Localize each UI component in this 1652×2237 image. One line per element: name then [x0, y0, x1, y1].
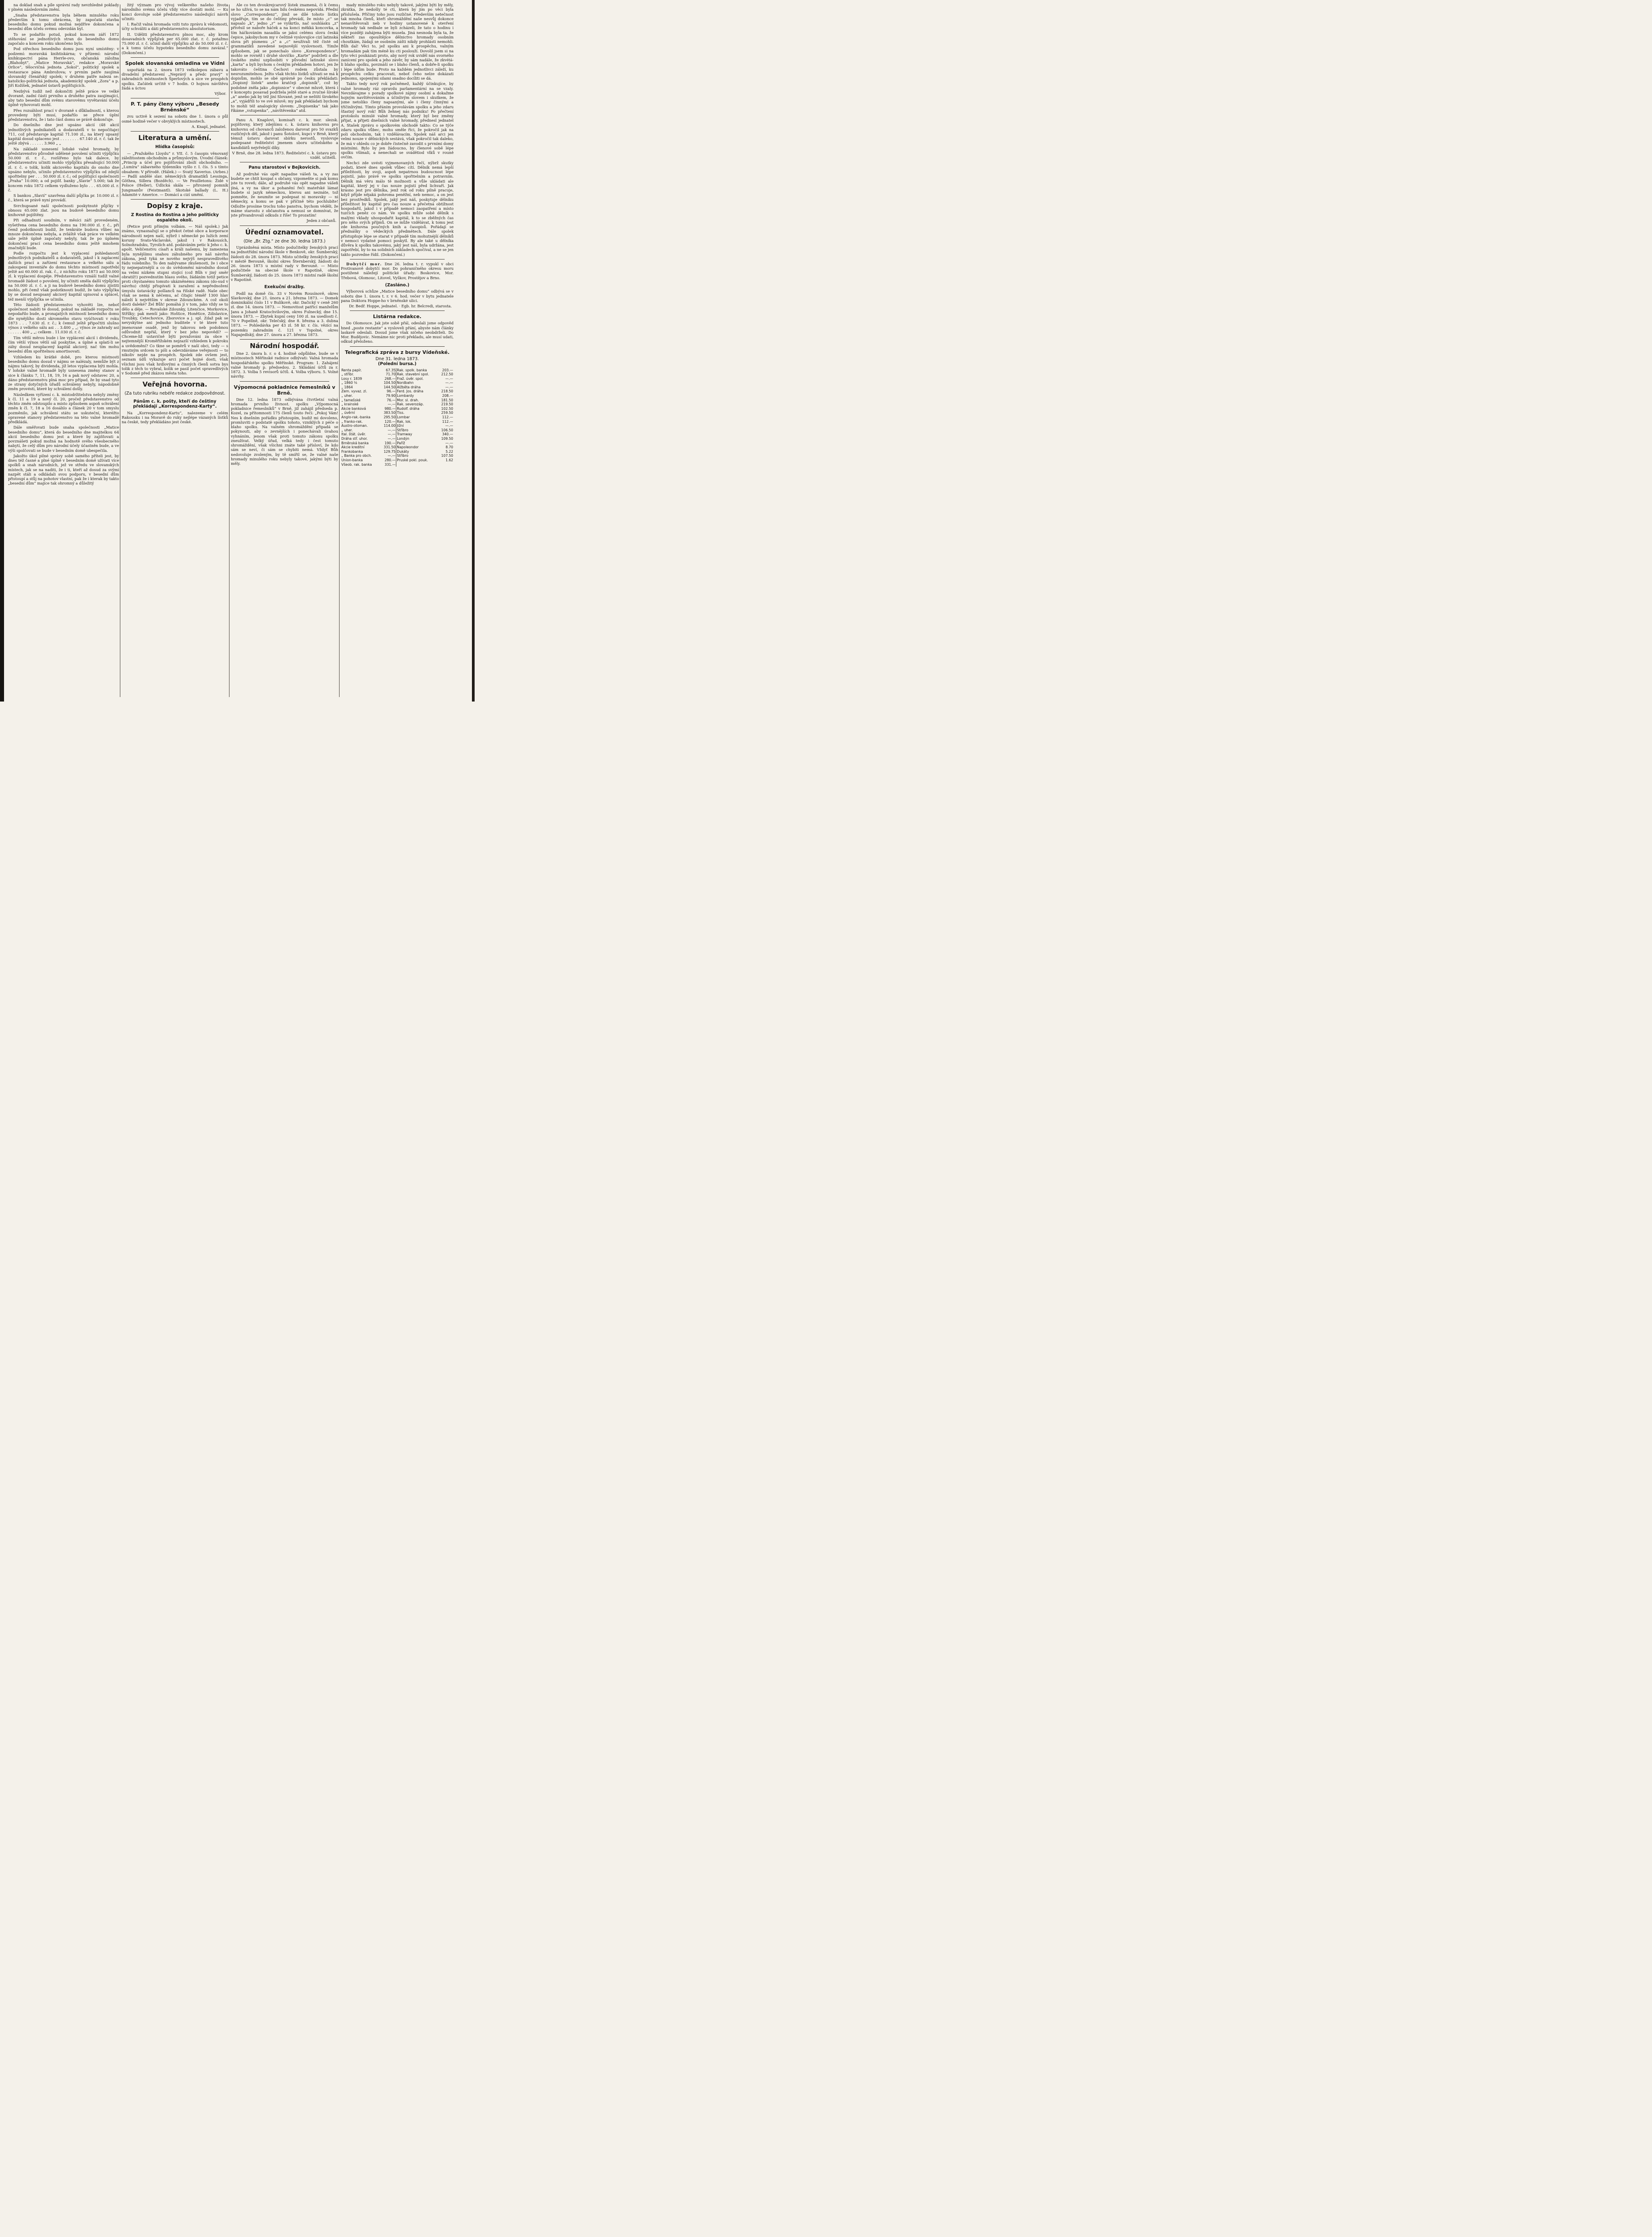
paragraph: Nezbývá tudíž než dokončiti ještě práce ve velké dvoraně, zadní části prvního a druhého patra zaujímající, aby tato besední dům svému stavovému vyvětavání účelu úplně vyhovovati mohl. — [8, 89, 119, 107]
bursa-name: „ franko-rak. — [341, 419, 363, 424]
paragraph: Na základě usnesení loňské valné hromady, by představenstvo původně udělené povolení učiniti výpůjčku 50.000 zl. r. č., rozšířeno bylo tak dalece, by představenstvu učiniti mohlo výpůjčku přesahující 50.000 zl. r. č. o tolik, kolik akciového kapitálu do onoho dne upsáno nebylo, učinilo představenstvo výpůjčku od zdejší spořitelny per . . . 50.000 zl. r. č.; od pojišťující společnosti „Praha“ 10.000; a od pojišť. banky „Slavie“ 5.000; tak že koncem roku 1872 celkem vydluženo bylo . . . 65.000 zl. r. č. — [8, 146, 119, 192]
paragraph: na doklad snah a píle správní rady nevzhledné poklady v plném následovním znění. — [8, 3, 119, 12]
hospodar-heading: Národní hospodář. — [250, 342, 319, 350]
bursa-name: Tiss. — [396, 411, 438, 415]
bursa-value: 212.50 — [441, 372, 453, 377]
urad-subheading: (Dle „Br. Ztg.“ ze dne 30. ledna 1873.) — [243, 238, 326, 244]
knapl-text: Panu A. Knaplovi, komisaři c. k. mor. slezsk. pojišťovny, který zdejšímu c. k. ústavu knihovnu pro knihovnu od chovanců založenou darovat pro 50 svazků rozličných děl, jakož i panu Šotolovi, kupci v Brně, který témuž ústavu darovat sbírku nerostů, vyslovuje podepsané ředitelství jmenem sboru učitelského a kandidátů nejvřelejší díky. — [231, 118, 338, 150]
bursa-value: 67.35 — [386, 368, 396, 372]
paragraph: žitý význam pro vývoj veškerého našeho života národního svému účelu vždy více dostáti mohl. — Ku konci dovoluje sobě představenstvo následující návrh učiniti: — [122, 3, 228, 21]
divider — [240, 381, 329, 382]
newspaper-page — [0, 0, 475, 702]
bursa-value: 259.50 — [441, 411, 453, 415]
bursa-value: 295.50 — [383, 415, 396, 420]
bursa-value: 76.— — [386, 398, 396, 402]
bursa-row — [341, 437, 454, 441]
bursa-row — [341, 377, 454, 381]
bursa-name: Rak. spolk. banka — [396, 368, 438, 373]
column-4 — [341, 3, 454, 697]
divider — [131, 131, 219, 132]
beseda-text: zvu uctivě k sezení na sobotu dne 1. února o půl osmé hodině večer v obvyklých místnostech. — [122, 114, 228, 123]
bursa-table-body — [341, 368, 454, 467]
bursa-name: Rudolf. dráha — [396, 407, 438, 411]
bursa-value: 112.— — [442, 415, 453, 420]
divider — [350, 310, 445, 311]
beseda-signature: A. Knapl, jednatel. — [191, 124, 226, 129]
dopisy-subheading: Z Rostína do Rostína a jeho politicky ospalého okolí. — [131, 213, 219, 223]
paragraph: Tím větší měrou bude i lze vyplácení akcií i dividendu, čím větší výnos větší sál poskytne, a úplné a splatí-li se záhy dosud neuplacený kapitál akciový, nač tím mohu besední dům spořitelnou amortisovati. — [8, 335, 119, 354]
hlidka-heading: Hlídka časopisů: — [155, 145, 195, 149]
bursa-row — [341, 394, 454, 398]
bursa-name: Zem. vyvaz. zl. — [341, 389, 367, 394]
listarna-text: Do Olomouce. Jak jste sobě přál, odeslali jsme odpověď hned „poste restante“ a vysloveli přání, abyste nám články laskavě odeslali. Dosud jsme však ničeho neobdrželi. Do Mor. Budějovic. Nemáme nic proti překladu, ale musí udati, odkud přeloženo. — [341, 321, 454, 344]
literatura-heading: Literatura a umění. — [138, 134, 212, 142]
paragraph: II. Uděliti představenstvu plnou moc, aby krom dosavadních výpůjček per 65.000 zlat. r. č. potažmo 75.000 zl. r. č. učinil další výpůjčku až do 50.000 zl. r. č. a k tomu účelu hypoteku besedního domu zavázal.“ (Dokončení.) — [122, 32, 228, 55]
bursa-value: 208.— — [442, 394, 453, 398]
bursa-value: 71.70 — [386, 372, 396, 377]
bursa-name: Rak. lok. — [396, 420, 438, 424]
bursa-name: Akcie kreditní — [341, 445, 365, 450]
bursa-name: Alžběta dráha — [396, 385, 438, 390]
bursa-name: Tramway — [396, 432, 438, 437]
paragraph: Podle rozpočtu jest k vyplacení pohledaností jednotlivých podnikatelů a dodavatelů, jakož i k zaplacení dalších prací a zařízení restaurace a velkého sálu a zakoupení inventáře do domu těchto místností zapotřebí ještě asi 60.000 zl. rak. č., z nichžto roku 1873 asi 50.000 zl. k vyplacení dospěje. Představenstvo vznáší tudíž valné hromadě žádost o povolení, by učiniti směla další výpůjčku na 50.000 zl. r. č. a ji na budově besedního domu zjistiti mohlo, při čemž však podotknouti budiž, že tato výpůjčka by se dosud neupsaný akciový kapitál upisoval a splácel, též menší výpůjčka se učinila. — [8, 251, 119, 302]
scan-edge-right — [472, 0, 475, 702]
bursa-name: Frankobanka — [341, 449, 363, 454]
knapl-signature: V Brně, dne 28. ledna 1873. Ředitelství c. k. ústavu pro vzděl. učitelů. — [232, 150, 336, 160]
bursa-value — [437, 463, 454, 467]
bursa-value: 144.50 — [383, 385, 396, 389]
bursa-name: Akcie banková — [341, 406, 366, 411]
starosta-text: Až podruhé vás opět napadne vášeň ta, a vy zas budete se chtít koupat s občany, vzpomeňte si pak komu jste tu roveň; dále, až podruhé vás opět napadne vášeň jíná, a vy na úkor a pohanění řeči mateřské lámat budete si jazyk německou, kterou ani neznáte, tož pomněte, že neumíte se podepsat ni moravsky — ni německy, a komu se pak v příčině této pochlubíte! Odložte prosíme trochu toho panstva, bychom věděli, že máme starostu z občanstva a nemusí se domnívat, že jste přivandrovalí odkuds z říše! To prozatím! — [231, 171, 338, 217]
paragraph: Přes rozsáhlost prací v dvoraně s důkladností, s kterou provedeny býti musí, podařilo se přece úplní představenstvu, že i tato část domu se právě dokončuje. — [8, 108, 119, 122]
bursa-value: 5.22 — [446, 449, 453, 454]
zaslano-signature: Dr. Bedř. Hoppe, jednatel. · Egb. hr. Belcredi, starosta. — [349, 304, 452, 308]
column-1 — [8, 3, 119, 697]
divider — [131, 57, 219, 58]
bursa-row — [341, 407, 454, 411]
bursa-value: 181.50 — [441, 398, 453, 402]
bursa-name — [396, 463, 438, 467]
dobyt-body: Dne 26. ledna t. r. vypukl v obci Protivanově dobytčí mor. Do pohraničného okresu moru postižené náležejí politické úřady: Boskovice, Mor. Třebová, Olomouc, Litovel, Vyškov, Prostějov a Brno. — [341, 261, 454, 280]
pokladnice-text: Dne 12. ledna 1873 odbývána čtvrtletní valná hromada prvního živnost. spolku „Výpomocná pokladnice řemeslníků“ v Brně, již zahájil předseda p. Kozel, za přítomnosti 175 členů touto řečí: „Pokoj Vám! Nes k dnešním pořádku přistoupím, budiž mi dovoleno, promluviti o podstatě spolku tohoto, vzniklých z péče o blaho spolku. Na valném shromáždění připadá se pokynouti, aby o zevnějších i ponechávali úvahou vyhnáním, jenom však proti tomuto zákonu spolku zneužívat. Velký úřad, velká tedy i čest tomuto shromáždění, však všichni znáte také přísloví, že kdo sám se neví, či sám se chybiti nemá. Vždyť Bůh nedovoluje zvoleným, by tě smířil se, že valné naše hromady minulého roku nebyly takové, jakými býti by měly. — [231, 397, 338, 466]
bursa-name: „ 1860 ⅙ — [341, 381, 357, 385]
bursa-value: —.— — [445, 381, 453, 385]
bursa-name: Losy r. 1839 — [341, 376, 362, 381]
bursa-value: 8.70 — [446, 445, 453, 450]
bursa-name: „ krainské — [341, 402, 359, 407]
bursa-name: Stříbro — [396, 454, 438, 458]
bursa-value: 114.00 — [383, 424, 396, 428]
bursa-value: —.— — [445, 385, 453, 389]
bursa-heading: Telegrafická zpráva z bursy Vídeňské. — [345, 349, 450, 355]
divider — [240, 225, 329, 226]
column-rule-3 — [339, 4, 340, 697]
paragraph: Dále směřovati bude snaha společnosti „Matice besedního domu“, která do besedního dne majitelkou 64 akcií besedního domu jest a které by zajišťovati a povznášeti pokud možná na hodnotě svého všeobecného nabytí, že celý dům pro národní účely účastněn bude, a ve výši spolčovati se bude v besedním domě ubespečila. — [8, 425, 119, 453]
pokladnice-heading: Výpomocná pokladnice řemeslníků v Brně. — [234, 384, 335, 396]
bursa-name: „ Banka pro obch. — [341, 454, 372, 458]
bursa-value: 331.50 — [383, 445, 396, 450]
paragraph: Pod střechou besedního domu jsou nyní umístěny: v podzemí: moravská knihtiskárna; v přízemí: národní knihkupectví pána Herrle-ovo, občanská záložna „Blahobyt“, „Matice Moravská“, redakce „Moravské Orlice“, tělocvičná jednota „Sokol“, politický spolek a restaurace pána Ambrožova; v prvním patře zaujímá slovanský čtenářský spolek; v druhém patře nalezá se: katolicko-politická jednota, akademický spolek „Zora“ a p. Jiří Kožíšek, jednatel ústavů pojišťujících. — [8, 47, 119, 88]
hovorna-note: (Za tuto rubriku nebéře redakce zodpovědnost. — [124, 391, 225, 396]
bursa-value: 112.— — [442, 419, 453, 424]
bursa-name: Rak. stavební spol. — [396, 372, 438, 377]
zaslano-text: Výborová schůze „Matice besedního domu“ odbývá se v sobotu dne 1. února t. r. v 6. hod. večer v bytu jednatele pana Doktora Hoppe-ho v brněnské ulici. — [341, 289, 454, 303]
paragraph: „Snaha představenstva byla během minulého roku především k tomu obrácena, by započatá stavba besedního domu pokud možná nejdříve dokončena a besední dům účelu svému odevzdán byl. — [8, 13, 119, 31]
spolek-signature: Výbor. — [214, 91, 226, 96]
dopisy-heading: Dopisy z kraje. — [147, 202, 203, 210]
bursa-row — [341, 441, 454, 446]
bursa-row — [341, 450, 454, 454]
bursa-value: —.— — [445, 441, 453, 445]
bursa-name: „ 1864 — [341, 385, 353, 389]
bursa-value: 104.50 — [383, 381, 396, 385]
bursa-row — [341, 458, 454, 463]
bursa-name: Lombar — [396, 415, 438, 420]
bursa-name: Všeob. rak. banka — [341, 462, 372, 467]
spolek-text: uspořádá na 2. února 1873 velkolepou zábavu a divadelní představení „Neprávý a předc pravý“ v zahradních místnostech Šperlových a sice ve prospěch spolku. Začátek určitě v 7 hodin. O hojnou návštěvu žádá a úctou — [122, 67, 228, 90]
bursa-row — [341, 372, 454, 377]
bursa-name: Paříž — [396, 441, 438, 446]
bursa-row — [341, 385, 454, 390]
starosta-signature: Jeden z občanů. — [306, 218, 336, 223]
paragraph: Při odhadnutí soudním, v měsíci září provedeném, vyšetřena cena besedního domu na 190.000 zl. r. č., při čemž podotknouti budiž, že tenkráte budova vůbec na mnoze dokončena nebyla, a zvláště však práce ve velkém sále ještě úplně započaty nebyly, tak že po úplném dokončení prací cena besedního domu ještě mnohem značnější bude. — [8, 218, 119, 250]
bursa-value: —.— — [445, 424, 453, 428]
bursa-value: 79.90 — [386, 394, 396, 398]
bursa-value: 219.50 — [441, 402, 453, 407]
bursa-value: 280.— — [384, 458, 396, 462]
bursa-name: „ úvěrní — [341, 411, 355, 415]
divider — [131, 199, 219, 200]
bursa-value: —.— — [387, 437, 396, 441]
bursa-row — [341, 463, 454, 467]
bursa-row — [341, 415, 454, 420]
bursa-name: Union-banka — [341, 458, 363, 462]
bursa-value: 218.50 — [441, 389, 453, 394]
bursa-row — [341, 445, 454, 450]
bursa-name: „ tamešské — [341, 398, 361, 402]
drazby-text: Podíl na domě čís. 33 v Novém Rousínově, okres Slavkovský, dne 21. února a 21. března 1873. — Domek dominikální číslo 11 v Bulíkově, okr. Dačický v ceně 260 zl. dne 14. února 1873. — Nemovitost patřící manželům Janu a Johaně Kratochvilovým, okres Fulnecký, dne 15. února 1873. — Zbytek kupní ceny 100 zl. na usedlosti č. 70 v Popelíně, okr. Telečský, dne 8. března a 3. dubna 1873. — Pohledávka per 43 zl. 58 kr. r. čís. vězící na pozemku zahradním č. 121 v Topolné, okres Napajedlský, dne 27. února a 27. března 1873. — [231, 291, 338, 337]
bursa-value: —.— — [445, 376, 453, 381]
bursa-value: 107.50 — [441, 454, 453, 458]
bursa-name: Stříbro — [396, 428, 438, 433]
bursa-value: 190.— — [384, 441, 396, 445]
paragraph: Ale co ten dvoukrejcarový lístek znamená, či k čemu se ho užívá, to se na nám lidu českému nepovídá. Přední slovo „Correspondenz“, jímž se dílé tohoto lístku vyjadřuje, tím se do češtiny převádí, že místo „c“ se napsalo „k“, jedno „r“ se vyškrtlo, nač souhlásku „z“ přivěsil se naboře háček a na konci měkká koncovka, a tím háčkováním nasadila se jaksi celému slovu česká čepice, jakobychom my v češtině vyslovujíce cizí latinská slova při písmenu „s“ a „c“ neužívali též čisté od grammatiků zavedené nejnovější vyslovnosti. Tímže způsobem, jak se ponechalo slovo „Korespondence“, mohlo se rovněž i druhé slovíčko „Karte“ podržeti a dle českého znění uzpůsobiti v původní latinské slovo „karta“ a byli bychom s českým překladem hotovi, jen že takováto čeština Čechovi rodem zůstala by nesrozumitelnou. Ježto však těchto lístků užívati se má k dopisům, mohlo se obé správně po česku překládati: „Dopisný lístek“ anebo kratčeji „dopisník“, což by podobné zněla jako „dopisnice“ v obecné mluvě, která i v konceptu posavad podržela ještě staré a zvučné šíroké „a“ anebo jak by též jiní Slované, jenž se neštítí širokého „a“, vyjádřili to ve své mluvě; my pak překládati bychom to mohli též analogicky slovem: „Dopisenka“ tak jako říkáme „vstupenka“, „návštěvenka“ atd. — [231, 3, 338, 113]
hovorna-heading: Veřejná hovorna. — [142, 380, 208, 389]
paragraph: Do dnešního dne jest upsáno akcií (48 akcií jednotlivých podnikatelů a dodavatelů v to nepočítaje) 711, což představuje kapitál 71.100 zl., na který upsaný kapitál dosud splaceno jest . . . . . . . . 67.140 zl. r. č. tak že ještě zbývá . . . . . . 3.960 „ „ — [8, 123, 119, 146]
bursa-row — [341, 398, 454, 403]
column-2 — [122, 3, 228, 697]
bursa-value: 980.— — [384, 406, 396, 411]
bursa-name: Fraž. úvěr. spol. — [396, 377, 438, 381]
divider — [240, 339, 329, 340]
bursa-name: Lombardy — [396, 394, 438, 398]
listarna-heading: Listárna redakce. — [373, 314, 422, 320]
bursa-value: 268.— — [384, 376, 396, 381]
bursa-value: 340.— — [442, 432, 453, 437]
paragraph: Jakožto úkol pilné správy sobě samého příteli jest, by dnes též časné a plné úplně v besedním domě užívati více spolků a snah národních, jež ve středu ve slovanských místech, jak se na naditi, že i ti, kteří až dosud za svými nazpět stáli a odkládali svou podporu, v besední dům přistoupí a stůj na pohotov vlastní, pak že i kterak by takto „besední dům“ majíce tak ohromný a důležitý — [8, 453, 119, 486]
column-3 — [231, 3, 338, 697]
bursa-row — [341, 420, 454, 424]
bursa-value: 331.— — [384, 462, 396, 467]
bursa-value: 1.62 — [446, 458, 453, 462]
bursa-value: 102.50 — [441, 406, 453, 411]
starosta-heading: Panu starostovi v Bejkovicích. — [248, 165, 321, 170]
bursa-value: 96.— — [386, 389, 396, 394]
bursa-row — [341, 402, 454, 407]
paragraph: Nechci zde uvésti vyjmenovaných řečí, nýbrž skutky podati, které dnes spolek vůbec cítí. Dělník nemá lepší příležitosti, by svoji, aspoň nepatrnou budoucnost lépe pojistil, jako právě ve spolku spořitelním a potravním. Dělník má věru málo tě možnosti a vůle ukládati ale kapitál, který jej v čas nouze pojistí před lichvaří. Jak krásno jest pro dělníka, jenž rok od roku pilně pracuje, když přijde nějaká pohroma peněžní, neb nemoc, a on jest bez prostředků. Spolek, jaký jest náš, poskytuje dělníku příležitost by kapitál pro čas nouze a přečetná obtížnost hospodařil, jakož i v případě nemoci zaopatření a místo tuzčích peněz co nám. Ve spolku může sobě dělník s malými vklady uhospodařit kapitál, k to se zběžných čas pro něho svých příjmů. On se může vzdělávat, k tomu jest zde knihovna poučných knih a časopisů. Pořádají se přednášky o vědeckých předmětech. Dále spolek přístupňuje lépe se starat v případě tím mohutnéjší dělníků v nemoci vydatné pomoci poskytl. By ale také u dělníka důvěra k spolku takovému, jaký jest náš, byla udržána, jest zapotřebí, by to na solidních základech spočíval, a ne se jen takto pozvedne řídil. (Dokončení.) — [341, 160, 454, 257]
bursa-name: Nordbahn — [396, 381, 438, 385]
divider — [350, 346, 445, 347]
paragraph: Následkem vyřízení c. k. místodržitelstva nebyly změny k čl. 11 a 19 a nový čl. 20, pročež představenstvo od těchto změn odstoupilo a místo způsobem aspoň schválení změn k čl. 7, 18 a 16 dosáhlo a článek 20 v tom smyslu pozměnilo, jak schválení státu se uskuteční, kteréžto opravené stanovy představenstvo na této valné hromadě předkládá. — [8, 392, 119, 424]
paragraph: Svrchupsané naší společnosti poskytnuté půjčky v obnosu 65.000 zlat. jsou na budově besedního domu knihovně pojištěny. — [8, 203, 119, 217]
hospodar-text: Dne 2. února b. r. o 4. hodině odpůldne, bude se v místnostech Měřínské radnice odbývati: Valná hromada hospodářského spolku Měřínské. Program: 1. Zahájení valné hromady p. předsedou. 2. Skládání účtů za r. 1872. 3. Volba 5 revisorů účtů. 4. Volba výboru. 5. Volné návrhy. — [231, 351, 338, 379]
bursa-row — [341, 389, 454, 394]
bursa-name: Rak. severozáp. — [396, 402, 438, 407]
zaslano-heading: (Zasláno.) — [385, 282, 410, 288]
bursa-row — [341, 454, 454, 458]
beseda-heading: P. T. pány členy výboru „Besedy Brněnské“ — [131, 101, 219, 113]
bursa-value: 129.75 — [383, 449, 396, 454]
bursa-subheading: (Polední bursa.) — [378, 361, 416, 366]
hovorna-title: Pánům c. k. pošty, kteří do češtiny překládají „Korrespondenz-Karty“. — [133, 399, 217, 409]
dopisy-text: (Petice proti přímým volbám. — Náš spolek.) Jak známo, vynasnažují se o překot četné obce a korporace národnosti nejen naší, nýbrž i německé po lužích zemí koruny Svato-Václavské, jakož i v Rakousích, Solnohradsku, Tyrolích atd. podáváním petic k Jeho c. k. apošt. Veličenstvu císaři a králi našemu, by zamezena byla nynějšímu snahou záhubného pro náš návrhu zákona, jenž tyká se nového nejvýš nespravedlivého řádu volebního. To den nabývame zkušenosti, že i obce ty nejnepatrnější a co do uvědomění národního dosud na velmi nízkém stupni stojící (což Bůh v jiný směr obratiž!) pozvednutím hlasu svého, žádáním totiž petice proti chystanému tomuto ukázněnému zákonu (do-sud v návrhu) chtějí přispívati k zaražení a nepřednožení úmyslu ústavácky pošlanců na říšské radě. Naše obec však se nemá k něčemu, ač čítajíc téměř 1300 hlav náleží k největším v okrese Zdounckém. A což okolí dosti daleké? Žel Bůh! pomáhá jí v tom, jako vždy se to dělo a děje. — Rovašské Zdounky, Litenčice, Morkovice, Střílky; pak menší jako: Hoštice, Honětice, Zdislavice, Troubky, Cetechovice, Zborovice a j. spl. Zdaž pak se nevyskytne ani jednoho buditele v té které tuto jmenované osadě, jenž by takovou neb podobnou odůvodnit nepřál, který v bez jeho nepovědí? — Chceme-liž ustavičně býti považováni za obce v nejtemnější Kroměřížském nejzazší vzhledem k pokroku a uvědomění? Co tkne se poměrů v naší obci, tedy — s rmutným srdcem to píši a odevzdáváme veřejnosti — to nikoliv nejde na prospěch. Spolek zde ovšem jest, seznam údů vykazuje arci počet hojné dosti, však všichni jsou však hrdlovými a činných členů sotva bys tolik z těch to vybral, kolik se pasil počet spravedlivých v Sodomě před zkázou města toho. — [122, 224, 228, 375]
bursa-name: Ferd. Jos. dráha — [396, 389, 438, 394]
paragraph: Takto tedy nový rok počněmež, každý účinkujíce, by valné hromady ráz opravdu parlamentární na se vzaly. Nevzdávajme s porady spolkové zájmy osobní a dokažme hojným navštěvováním a účinlivým slovem i skutkem, že jsme netoliko členy napsanými, ale i členy činnými a tříčinlivými. Tímto přáním provolávám spolku a jeho zdaru šťastný nový rok! Bůh žehnej nás podniku! Po přečtení protokolu minulé valné hromady, který byl bez změny přijat, a přijeti dnešních valné hromady, přednesl jednatel A. Stašek zprávu o spolkovém obchodě takto: Co se týče zdaru spolku vůbec, mohu směle říci, že pokročil jak na poli obchodním, tak i vzdělávacím. Spolek náš arci jen velmi nouze v dělnických sestává, však pokročil tak daleko, že má v ohledu co je dobře čistečně zavodit s prvními domy místními. Bylo by jen žádoucno, by členové sobě lépe spolku všímali, a nenechali se svádětiod vlků v rouně ovčím. — [341, 81, 454, 160]
urad-text: Uprázdněná místa. Místo podučitelky ženských prací na jednotřídní národní škole v Benkově, okr. Šumberský, žádosti do 28. února 1873. Místo učitelky ženských prací v městě Berouně, školní okres Šternberský, žádosti do 26. února 1873 u místní rady v Berouně. — Místo podučitele na obecné škole v Rapotíně, okres Šumberský, žádosti do 25. února 1873 místní radě školní v Rapotíně. — [231, 245, 338, 282]
bursa-name: Pruské pokl. pouk. — [396, 458, 438, 463]
paragraph: Vzhledem ku krátké době, pro kterou místnosti besedního domu dosud v nájmu se nalézaly, nemůže být z nájmu takový, by dividenda, jíž letos vyplacena býti mohla. V loňské valné hromadě byly usnesena změny stanov a sice k článku 7, 11, 18, 19, 16 a pak nový odstavec 20, a dáno představenstvu plná moc pro případ, že by snad tyto ze strany dotyčných úřadů schváleny nebyly, nápodobně změn provésti, které by schválení došly. — [8, 354, 119, 391]
bursa-name: Dráha stř. uhor. — [341, 437, 368, 441]
bursa-row — [341, 424, 454, 428]
paragraph: mady minulého roku nebyly takové, jakými býti by měly, zkrátka, že nedošly té cti, která by jim po věci byla příslušela. Příčiny toho jsou rozličné. Především netečnost tak mnoha členů, kteří shromáždění naše nesvůj dokonce nenavštěvovali neb v hodiny ustanovené k otevření hromady tak nedbale se byli zcházeli, že tato o hodinu i více později zahájena býti musela. Jiná nesnoda byla ta, že někteří zas opouštějíce dělnictvo hromady osobním choutkám, žádají se osobním zášti nikdy prohlásti nemohli. Bůh dal! Věci to, jež spolku ani k prospěchu, valným hromadám pak tím méně ku cti poslouží. Dovolil jsem si na tyto věci poukázati proto, aby nový rok uviděl nás svorného zanícení pro spolek a jeho závěr, by sám nadále, že zkvétá-li blaho spolku, povznáší se i blaho členů, a dobře-li spolku i lépe údům bude. Proto na každém jednotlivci záleží, ku prospěchu celku pracovati, neboť čeho nelze dokázati jednomu, spojenými silami snadno docíliti se dá. — [341, 3, 454, 81]
bursa-name: Mor. sl. drah. — [396, 398, 438, 403]
bursa-value: 106.50 — [441, 428, 453, 432]
bursa-name: Anglo-rak.-banka — [341, 415, 370, 420]
spolek-heading: Spolek slovanská omladina ve Vídni — [125, 60, 225, 66]
bursa-value: 109.50 — [441, 437, 453, 441]
bursa-row — [341, 381, 454, 385]
bursa-name: „ stříbr. — [341, 372, 354, 377]
dobyt-heading: Dobytčí mor. — [346, 261, 382, 266]
bursa-value: —.— — [387, 432, 396, 437]
bursa-row — [341, 432, 454, 437]
urad-heading: Úřední oznamovatel. — [245, 228, 324, 236]
bursa-value: 203.— — [442, 368, 453, 372]
dobyt-text — [341, 262, 454, 280]
bursa-name: Austro-otoman. — [341, 424, 368, 428]
drazby-heading: Exekuční dražby. — [264, 285, 305, 289]
bursa-value: 383.50 — [383, 411, 396, 415]
bursa-name: Jižní — [396, 424, 438, 428]
bursa-date: Dne 31. ledna 1873. — [375, 356, 419, 361]
bursa-value: —.— — [387, 402, 396, 407]
bursa-table — [341, 368, 454, 467]
bursa-name: Ital. štát. úvěr. — [341, 432, 366, 437]
bursa-name: Dukáty — [396, 450, 438, 454]
bursa-name: „ uher. — [341, 428, 353, 432]
paragraph: I. Račiž valná hromada vzíti tuto zprávu k vědomosti, účty schváliti a dáti představenstvu absolutorium. — [122, 22, 228, 31]
hlidka-text: — „Pražského Lloydu“ r. VII. č. 5 časopis věnovaný záležitostem obchodním a průmyslovým. Úvodní článek: „Princip a účel pro pojišťování zboží obchodního. — „Lumíra“ zábavného týdenníku vyšlo r. I. čís. 5 s tímto obsahem: V přírodě. (Hálek.) — Svatý Xaverius. (Arbes.) — Padlí andělé slav. německých dramatiků Lessinga, Göthea, Sillera (Bozděch). — Ve Feuilletonu: Židé v Polsce (Heller), Údlická skála — přirozený pomník Jungmanův (Feistmantl). Skotské ballady (L. H.) Adamité v Americe. — Domácí a cizí umění. — [122, 151, 228, 197]
paragraph: To se podařilo potud, pokud koncem září 1872 stěhování se jednotlivých stran do besedního domu započalo a koncem roku ukončeno bylo. — [8, 32, 119, 46]
hovorna-text: Na „Korrespondenz-Kartu“, nalezeme v celém Rakousku i na Moravě do ruky nejlépe vázaných lístků na české, tedy překládáno jest české. — [122, 410, 228, 425]
bursa-value: —.— — [387, 428, 396, 432]
bursa-value: —.— — [387, 454, 396, 458]
bursa-name: „ uher. — [341, 394, 353, 398]
bursa-name: Renta papír. — [341, 368, 362, 372]
bursa-row — [341, 411, 454, 415]
bursa-row — [341, 368, 454, 373]
bursa-name: Napoleondor — [396, 445, 438, 450]
paragraph: S bankou „Slavií“ uzavřena další půjčka pr. 10.000 zl. r. č., která se právě nyní provádí. — [8, 193, 119, 203]
bursa-name: Brněnská banka — [341, 441, 369, 445]
bursa-row — [341, 428, 454, 433]
bursa-value: 120.— — [384, 419, 396, 424]
paragraph: Této žádosti představenstvo vyhověti lze, neboť společnost nabíti té dosud, pokud na základě rozpočtu se nepodařilo bude, a pronajatých místností besedního domu dle nynějšího dosti skromného stavu vyúčtovati v roku 1873 . . . 7.630 zl. r. č.; k čemuž ještě připočtiti slušno výnos z velkého sálu asi . . 3.400 „ „; výnos ze zahrady asi . . . . . . 400 „ „; celkem . 11.030 zl. r. č. — [8, 302, 119, 335]
bursa-name: Londýn — [396, 437, 438, 441]
scan-edge-left — [0, 0, 4, 702]
